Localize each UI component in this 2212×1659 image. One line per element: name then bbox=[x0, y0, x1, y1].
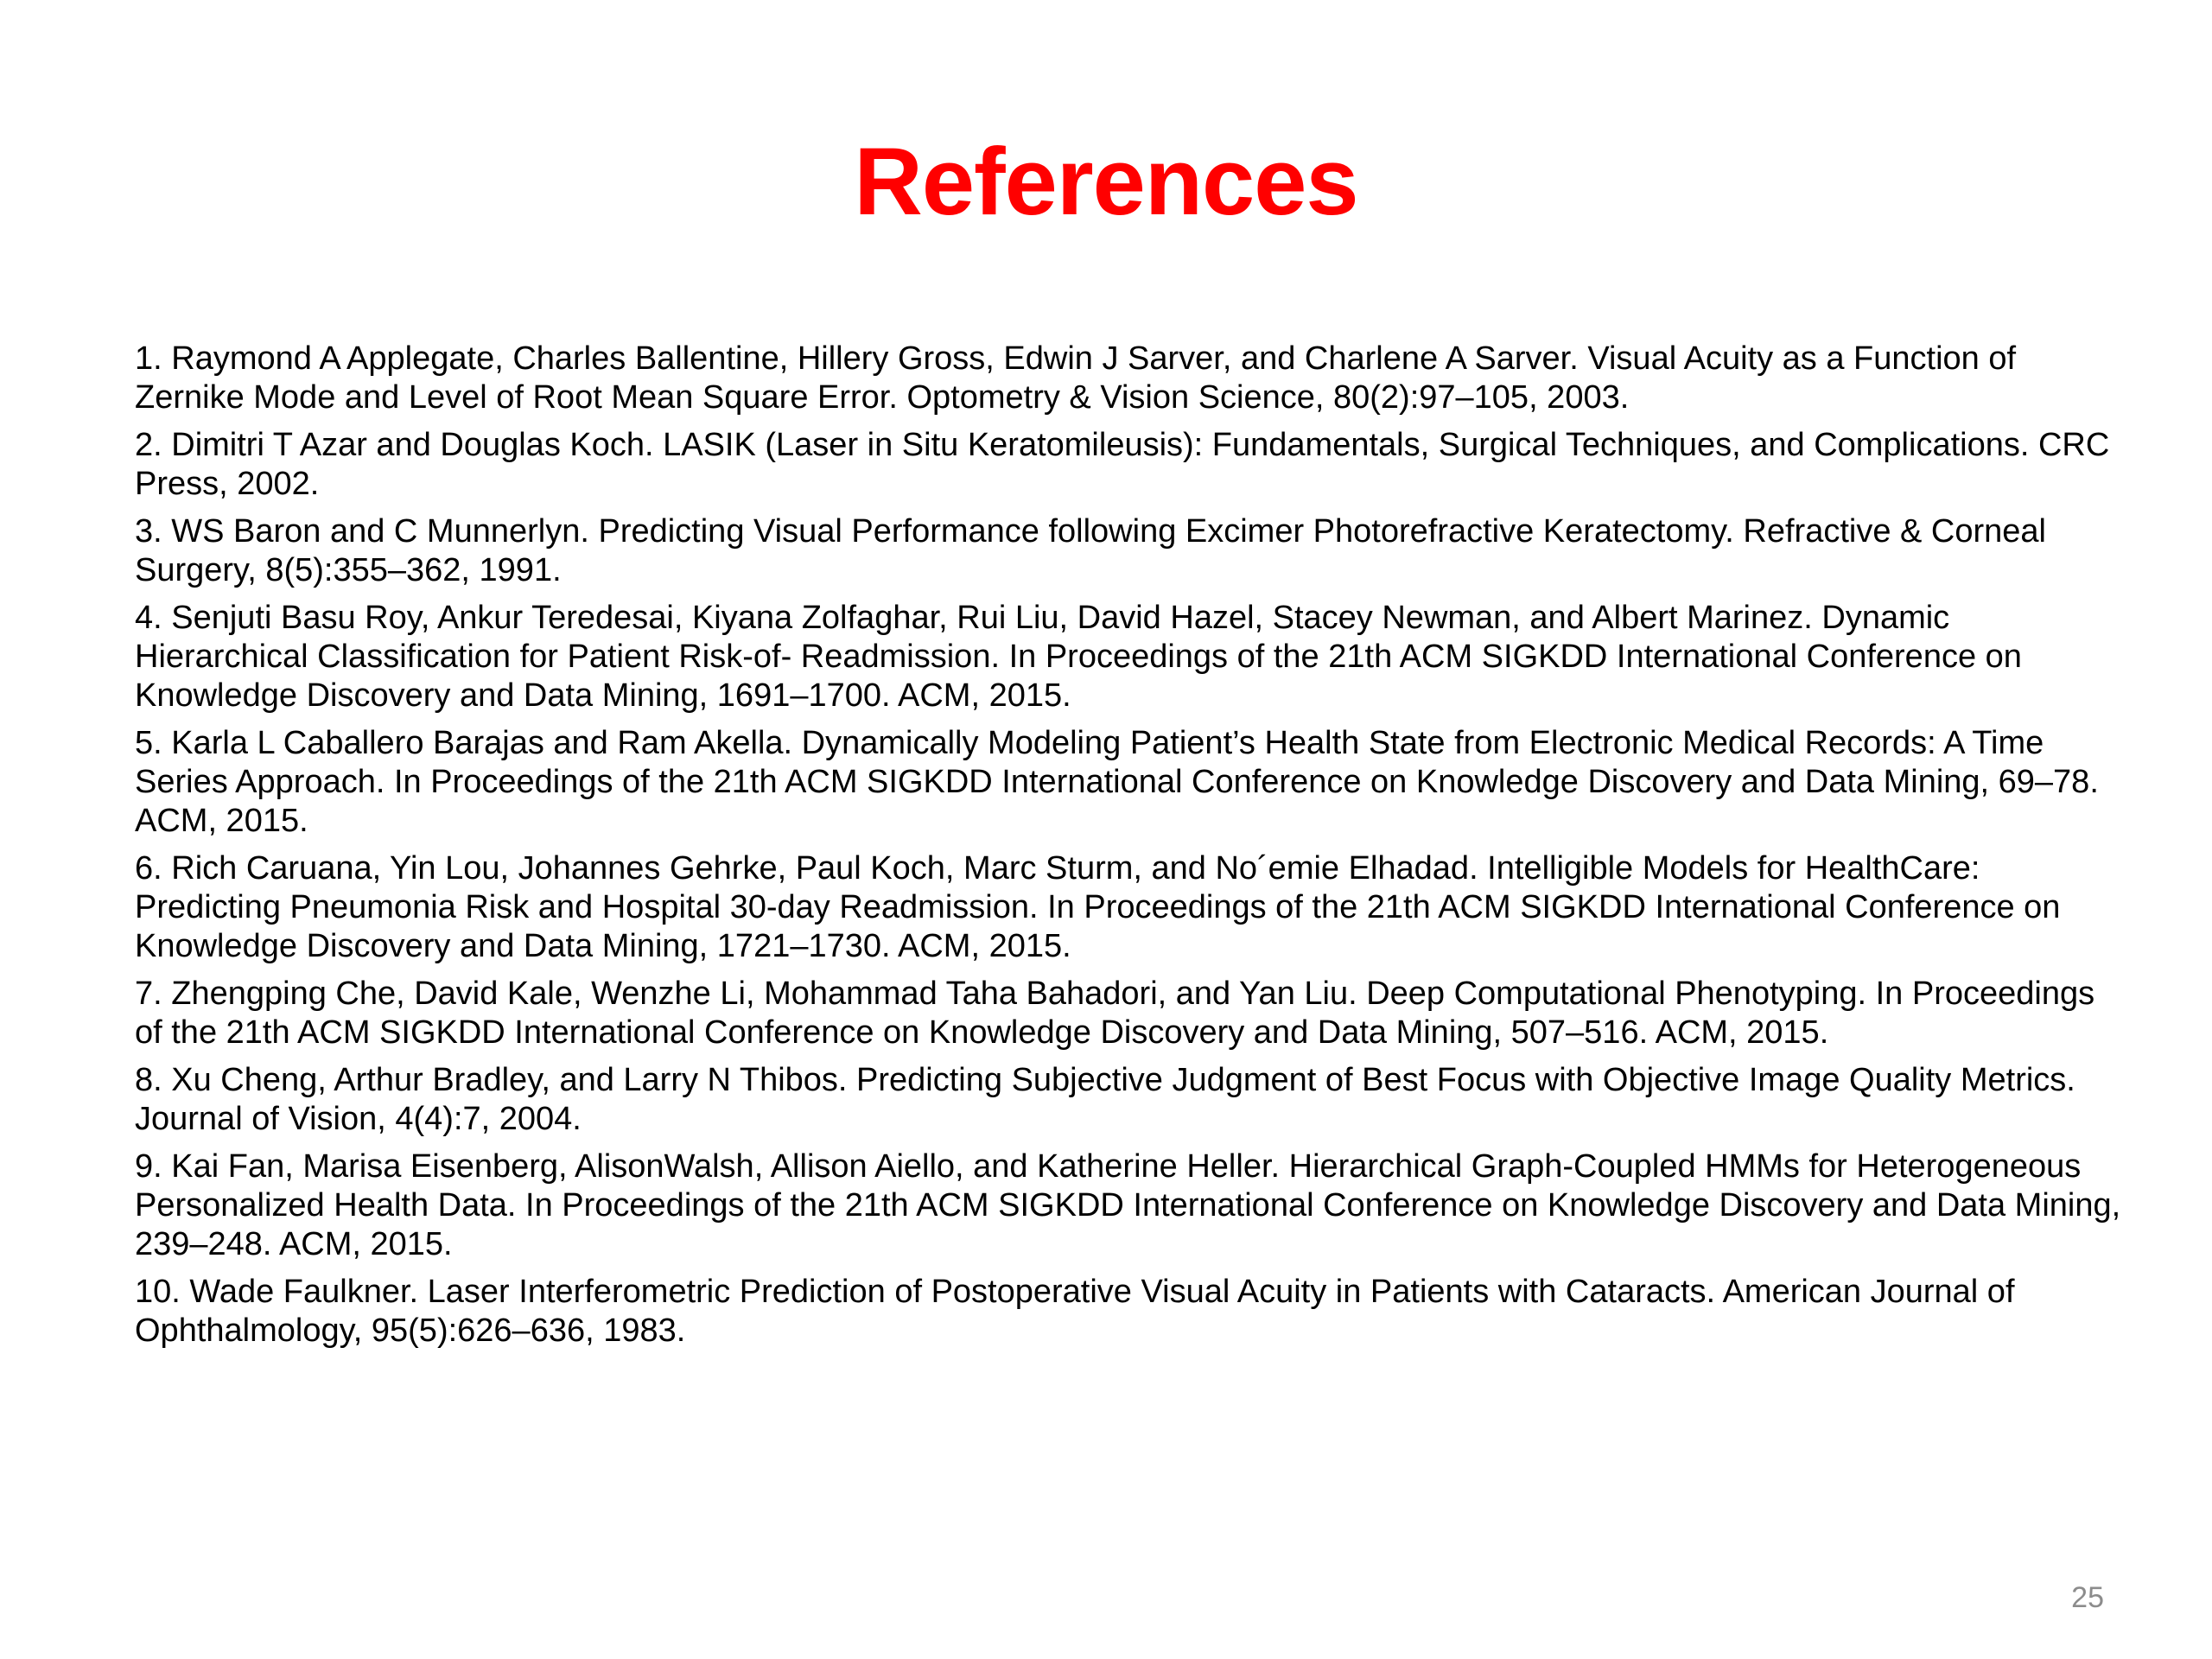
reference-item: 1. Raymond A Applegate, Charles Ballentine, Hillery Gross, Edwin J Sarver, and Charlene A Sarver. Visual Acuity as a Function of Zernike Mode and Level of Root Mean Square Error. Optometry & Vision Science, 80(2):97–105, 2003. bbox=[135, 340, 2017, 416]
reference-item: 4. Senjuti Basu Roy, Ankur Teredesai, Kiyana Zolfaghar, Rui Liu, David Hazel, Stacey Newman, and Albert Marinez. Dynamic Hierarchical Classification for Patient Risk-of- Readmission. In Proceedings of the 21th ACM SIGKDD International Conference on Knowledge Discovery and Data Mining, 1691–1700. ACM, 2015. bbox=[135, 600, 2022, 714]
reference-item: 9. Kai Fan, Marisa Eisenberg, AlisonWalsh, Allison Aiello, and Katherine Heller. Hierarchical Graph-Coupled HMMs for Heterogeneous Personalized Health Data. In Proceedings of the 21th ACM SIGKDD International Conference on Knowledge Discovery and Data Mining, 239–248. ACM, 2015. bbox=[135, 1148, 2121, 1262]
reference-item: 5. Karla L Caballero Barajas and Ram Akella. Dynamically Modeling Patient’s Health State from Electronic Medical Records: A Time Series Approach. In Proceedings of the 21th ACM SIGKDD International Conference on Knowledge Discovery and Data Mining, 69–78. ACM, 2015. bbox=[135, 725, 2099, 839]
reference-item: 6. Rich Caruana, Yin Lou, Johannes Gehrke, Paul Koch, Marc Sturm, and No´emie Elhadad. Intelligible Models for HealthCare: Predicting Pneumonia Risk and Hospital 30-day Readmission. In Proceedings of the 21th ACM SIGKDD International Conference on Knowledge Discovery and Data Mining, 1721–1730. ACM, 2015. bbox=[135, 850, 2061, 964]
slide-title: References bbox=[854, 129, 1358, 235]
reference-list bbox=[135, 340, 2122, 1359]
reference-item: 3. WS Baron and C Munnerlyn. Predicting Visual Performance following Excimer Photorefractive Keratectomy. Refractive & Corneal Surgery, 8(5):355–362, 1991. bbox=[135, 513, 2046, 588]
reference-item: 8. Xu Cheng, Arthur Bradley, and Larry N Thibos. Predicting Subjective Judgment of Best Focus with Objective Image Quality Metrics. Journal of Vision, 4(4):7, 2004. bbox=[135, 1062, 2075, 1137]
reference-item: 10. Wade Faulkner. Laser Interferometric Prediction of Postoperative Visual Acuity in Patients with Cataracts. American Journal of Ophthalmology, 95(5):626–636, 1983. bbox=[135, 1274, 2015, 1349]
reference-item: 7. Zhengping Che, David Kale, Wenzhe Li, Mohammad Taha Bahadori, and Yan Liu. Deep Computational Phenotyping. In Proceedings of the 21th ACM SIGKDD International Conference on Knowledge Discovery and Data Mining, 507–516. ACM, 2015. bbox=[135, 976, 2095, 1051]
reference-item: 2. Dimitri T Azar and Douglas Koch. LASIK (Laser in Situ Keratomileusis): Fundamentals, Surgical Techniques, and Complications. CRC Press, 2002. bbox=[135, 427, 2110, 502]
page-number: 25 bbox=[2071, 1581, 2104, 1614]
